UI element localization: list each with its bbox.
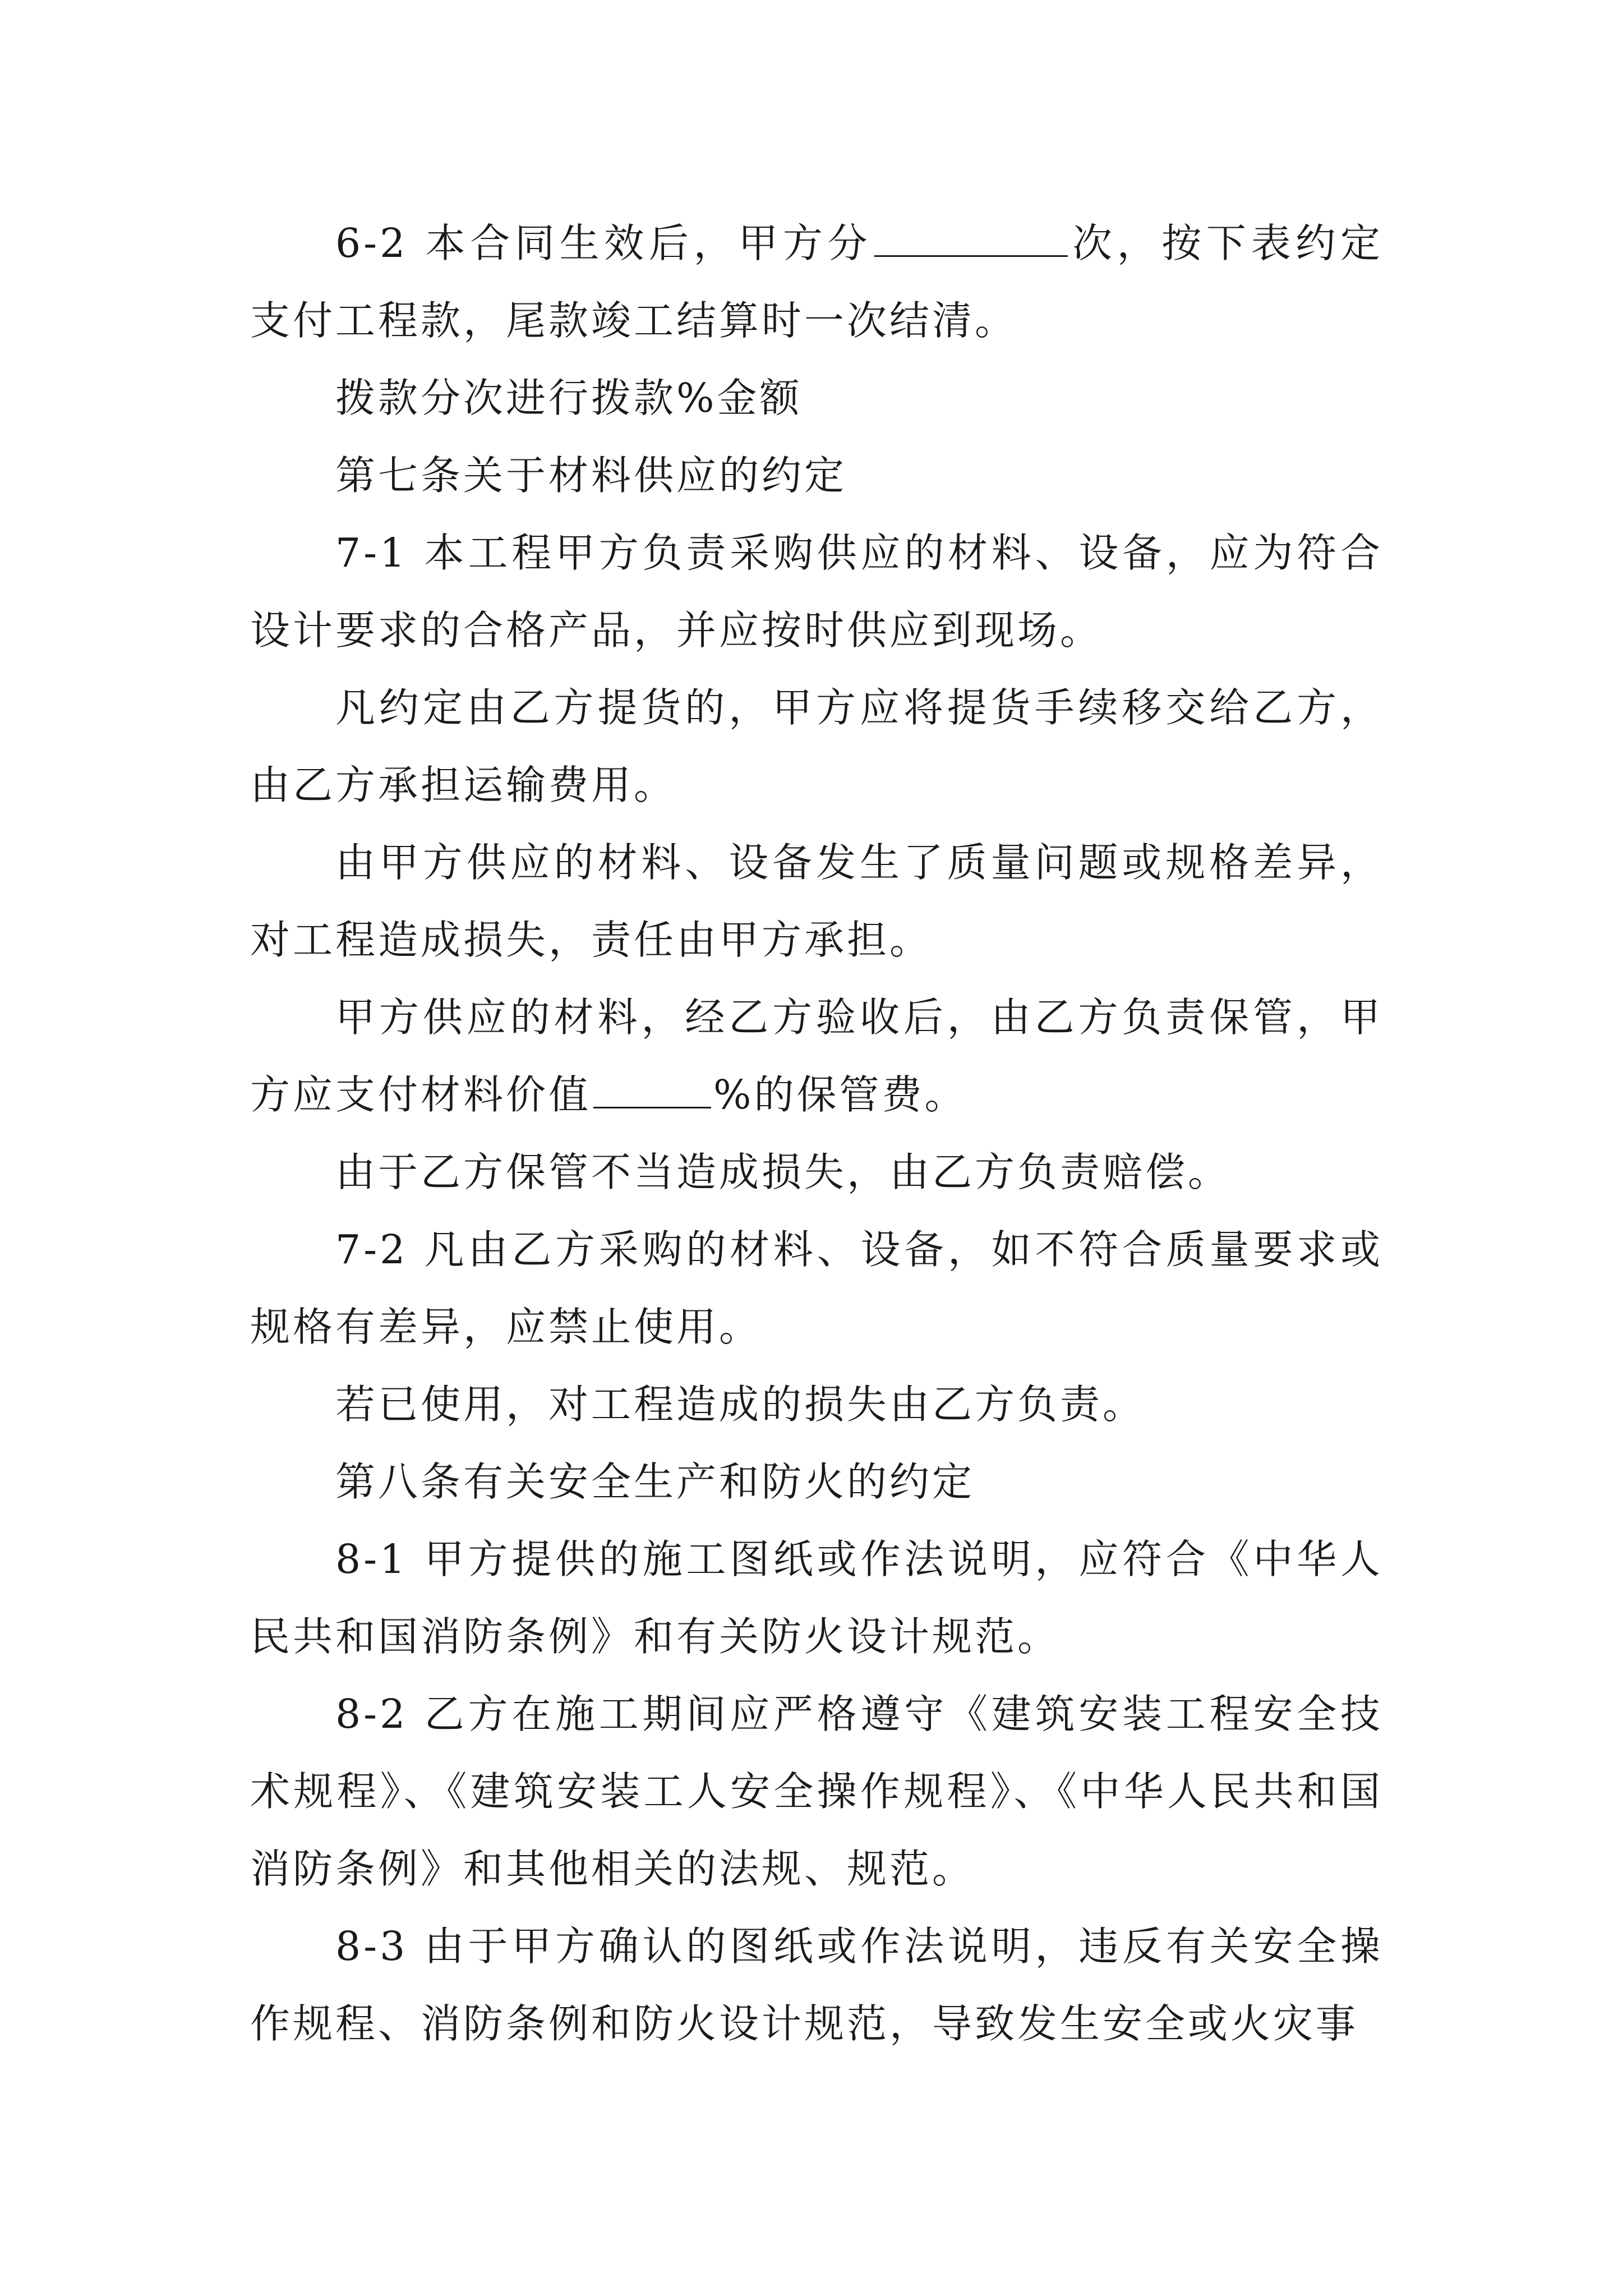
paragraph-8-1: 8-1 甲方提供的施工图纸或作法说明，应符合《中华人民共和国消防条例》和有关防火设计规范。 xyxy=(250,1536,1383,1660)
paragraph-text: %的保管费。 xyxy=(713,1071,967,1118)
paragraph: 若已使用，对工程造成的损失由乙方负责。 xyxy=(335,1381,1146,1428)
paragraph-text: 次，按下表约定支付工程款，尾款竣工结算时一次结清。 xyxy=(250,220,1383,344)
paragraph-8-2: 8-2 乙方在施工期间应严格遵守《建筑安装工程安全技术规程》、《建筑安装工人安全操作规程》、《中华人民共和国消防条例》和其他相关的法规、规范。 xyxy=(250,1691,1383,1892)
fill-in-blank xyxy=(874,216,1068,257)
article-8-heading: 第八条有关安全生产和防火的约定 xyxy=(335,1458,975,1505)
paragraph-7-2: 7-2 凡由乙方采购的材料、设备，如不符合质量要求或规格有差异，应禁止使用。 xyxy=(250,1226,1383,1350)
paragraph-6-2 xyxy=(250,205,1383,360)
fill-in-blank xyxy=(593,1068,711,1108)
payment-table-header: 拨款分次进行拨款%金额 xyxy=(335,375,803,421)
paragraph-text: 甲方供应的材料，经乙方验收后，由乙方负责保管，甲方应支付材料价值 xyxy=(250,994,1383,1118)
article-7-heading: 第七条关于材料供应的约定 xyxy=(335,452,847,499)
paragraph-text: 6-2 本合同生效后，甲方分 xyxy=(335,220,873,266)
paragraph-8-3: 8-3 由于甲方确认的图纸或作法说明，违反有关安全操作规程、消防条例和防火设计规范，导致发生安全或火灾事 xyxy=(250,1923,1383,2047)
paragraph-7-1: 7-1 本工程甲方负责采购供应的材料、设备，应为符合设计要求的合格产品，并应按时供应到现场。 xyxy=(250,530,1383,654)
paragraph: 凡约定由乙方提货的，甲方应将提货手续移交给乙方，由乙方承担运输费用。 xyxy=(250,684,1383,808)
document-body xyxy=(250,205,1383,2063)
paragraph-storage-fee xyxy=(250,979,1383,1134)
paragraph: 由于乙方保管不当造成损失，由乙方负责赔偿。 xyxy=(335,1149,1231,1195)
paragraph: 由甲方供应的材料、设备发生了质量问题或规格差异，对工程造成损失，责任由甲方承担。 xyxy=(250,839,1383,963)
